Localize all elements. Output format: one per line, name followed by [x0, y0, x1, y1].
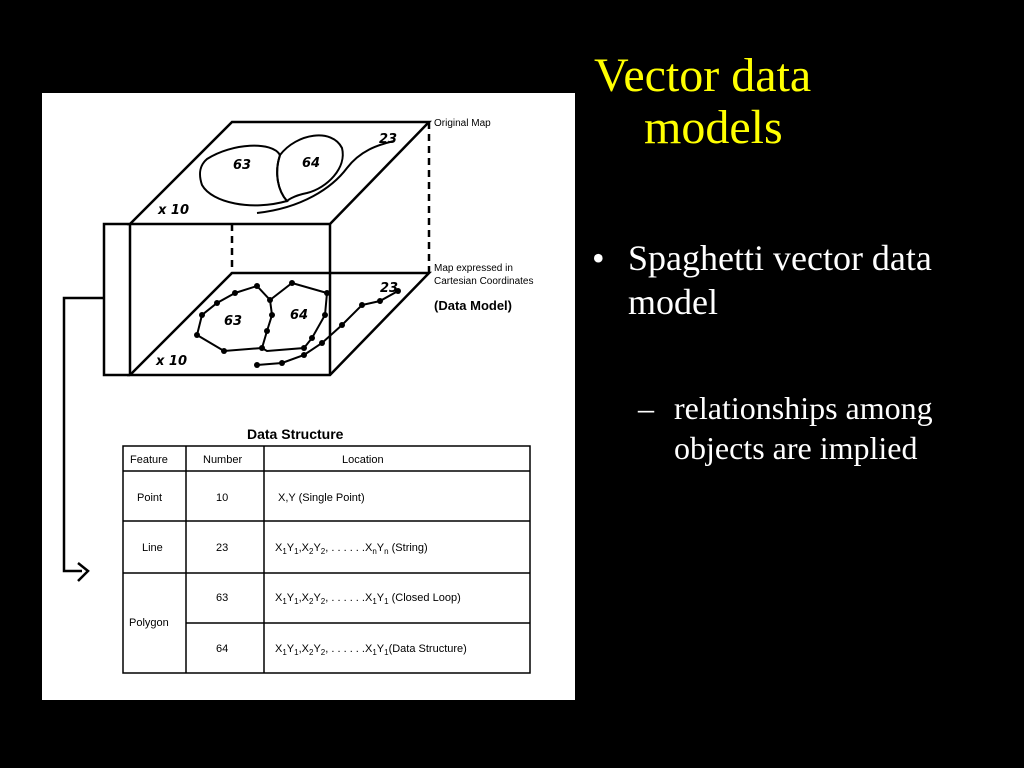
- cell-location-line: [275, 542, 428, 556]
- label-23-model: 23: [380, 281, 399, 296]
- location-text: X: [275, 643, 283, 655]
- subscript: n: [372, 547, 377, 556]
- subscript: 1: [294, 547, 299, 556]
- location-text: ,X: [298, 542, 309, 554]
- subscript: 2: [320, 648, 326, 657]
- subscript: 1: [294, 597, 299, 606]
- subscript: 2: [309, 597, 314, 606]
- cell-location-point: X,Y (Single Point): [278, 492, 365, 504]
- label-64-model: 64: [290, 308, 309, 323]
- arrow-line: [64, 298, 104, 571]
- location-text: Y: [286, 592, 295, 604]
- subscript: 1: [282, 547, 287, 556]
- original-map-label: Original Map: [434, 118, 491, 129]
- sub-bullet-text: relationships among objects are implied: [674, 390, 933, 466]
- polygon-63-outline: [200, 146, 287, 206]
- cell-number-63: 63: [216, 592, 229, 604]
- cell-location-64: [275, 643, 467, 657]
- location-text: Y: [313, 592, 321, 604]
- vector-model-figure: [42, 93, 575, 700]
- bracket: [104, 224, 130, 375]
- subscript: 1: [372, 597, 377, 606]
- location-text: , . . . . . .X: [325, 542, 373, 554]
- location-text: X: [275, 592, 283, 604]
- model-label-line2: Cartesian Coordinates: [434, 276, 534, 287]
- box-outline: [64, 122, 429, 581]
- slide-title: [594, 50, 1014, 154]
- subscript: 2: [320, 597, 326, 606]
- location-text: (String): [388, 542, 428, 554]
- location-text: Y: [313, 542, 321, 554]
- location-text: Y: [376, 592, 385, 604]
- subscript: 1: [282, 597, 287, 606]
- location-text: Y: [286, 542, 295, 554]
- location-text: (Data Structure): [388, 643, 467, 655]
- model-label-bold: (Data Model): [434, 298, 512, 313]
- cell-feature-line: Line: [142, 542, 163, 554]
- subscript: 1: [294, 648, 299, 657]
- location-text: , . . . . . .X: [325, 643, 373, 655]
- cell-feature-polygon: Polygon: [129, 617, 169, 629]
- label-63-model: 63: [224, 314, 243, 329]
- table-grid: [123, 446, 530, 673]
- location-text: Y: [376, 542, 385, 554]
- original-map-features: [200, 135, 394, 213]
- subscript: 2: [309, 547, 314, 556]
- model-label-line1: Map expressed in: [434, 263, 513, 274]
- subscript: 2: [309, 648, 314, 657]
- cell-location-63: [275, 592, 461, 606]
- subscript: 1: [384, 597, 389, 606]
- figure-drawing: [42, 93, 575, 700]
- subscript: 1: [282, 648, 287, 657]
- bullet-marker: •: [592, 238, 605, 278]
- location-text: Y: [313, 643, 321, 655]
- bullet-item: [592, 236, 1022, 324]
- header-location: Location: [342, 454, 384, 466]
- title-line-2: models: [644, 101, 783, 154]
- table-title: Data Structure: [247, 426, 344, 442]
- cell-number-23: 23: [216, 542, 229, 554]
- subscript: n: [384, 547, 389, 556]
- cell-number-10: 10: [216, 492, 229, 504]
- header-feature: Feature: [130, 454, 168, 466]
- cell-feature-point: Point: [137, 492, 163, 504]
- sub-bullet-marker: –: [638, 390, 654, 426]
- location-text: Y: [376, 643, 385, 655]
- location-text: ,X: [298, 643, 309, 655]
- location-text: ,X: [298, 592, 309, 604]
- sub-bullet-item: [592, 388, 1022, 468]
- bullet-text: Spaghetti vector data model: [628, 238, 932, 322]
- location-text: Y: [286, 643, 295, 655]
- subscript: 1: [372, 648, 377, 657]
- bullet-list: [592, 236, 1022, 468]
- label-63-top: 63: [233, 158, 252, 173]
- subscript: 2: [320, 547, 326, 556]
- label-64-top: 64: [302, 156, 321, 171]
- label-10-model: x 10: [156, 354, 188, 369]
- label-23-top: 23: [379, 132, 398, 147]
- title-line-1: Vector data: [594, 49, 812, 102]
- label-10-top: x 10: [158, 203, 190, 218]
- header-number: Number: [203, 454, 243, 466]
- subscript: 1: [384, 648, 389, 657]
- cell-number-64: 64: [216, 643, 229, 655]
- location-text: X: [275, 542, 283, 554]
- location-text: , . . . . . .X: [325, 592, 373, 604]
- location-text: (Closed Loop): [388, 592, 461, 604]
